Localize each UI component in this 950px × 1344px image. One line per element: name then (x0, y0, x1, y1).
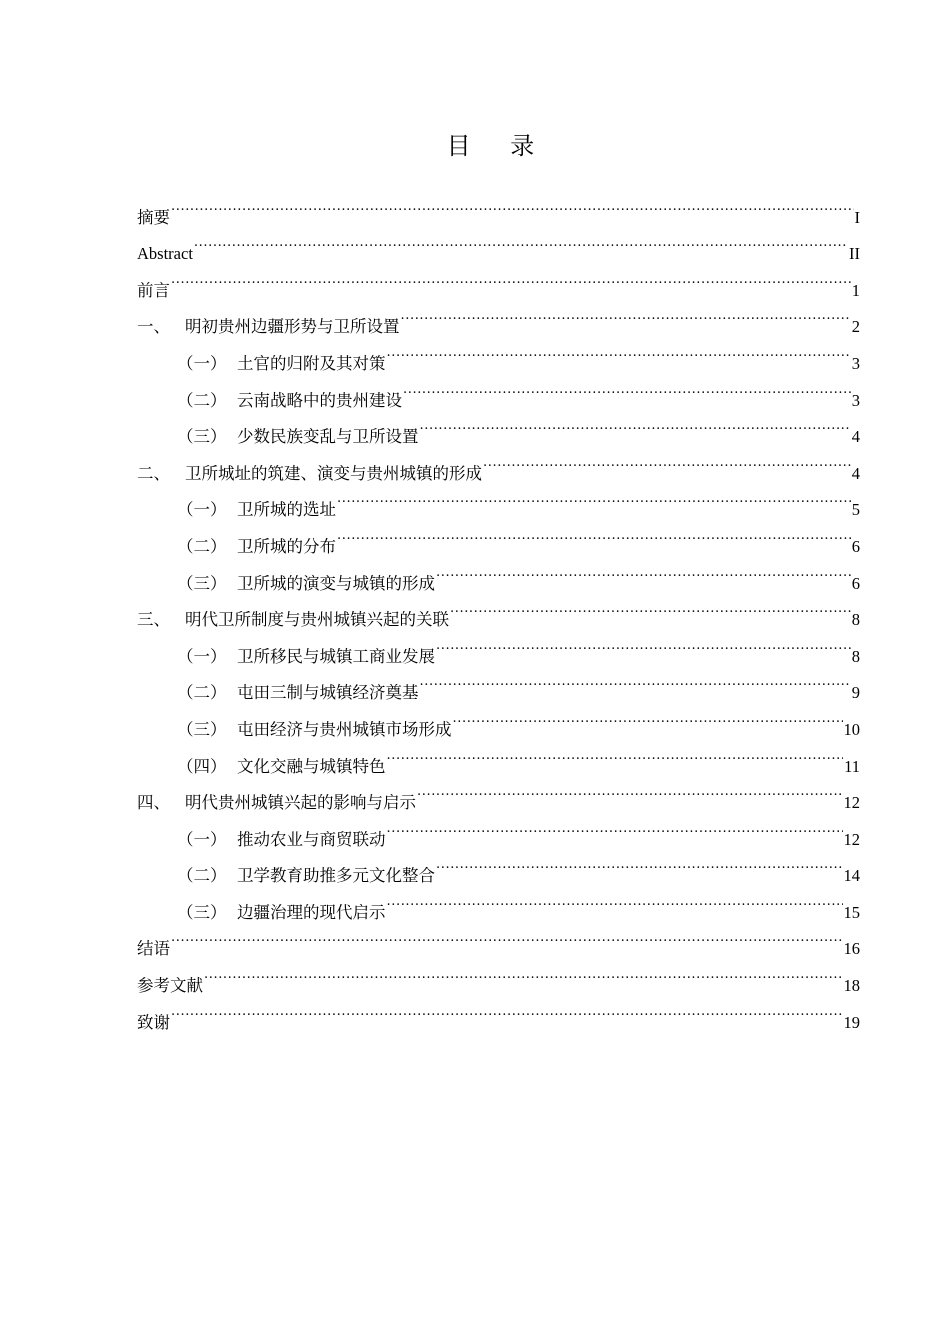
toc-entry-number: 三、 (137, 610, 170, 630)
toc-entry-number: （三） (177, 573, 227, 593)
toc-entry-label: 云南战略中的贵州建设 (237, 390, 402, 410)
dot-leader (420, 662, 851, 699)
toc-entry-label: 推动农业与商贸联动 (237, 829, 386, 849)
toc-entry-page-number: 3 (851, 353, 860, 373)
toc-entry-label: 屯田经济与贵州城镇市场形成 (237, 719, 452, 739)
toc-entry-number: 二、 (137, 463, 170, 483)
toc-entry-number: （三） (177, 427, 227, 447)
toc-entry-label: 明代卫所制度与贵州城镇兴起的关联 (185, 610, 449, 630)
dot-leader (194, 223, 848, 260)
toc-entry-page-number: 6 (851, 536, 860, 556)
toc-entry-label: 致谢 (137, 1012, 170, 1032)
toc-entry-number: 四、 (137, 793, 170, 813)
toc-entry-number: （三） (177, 902, 227, 922)
toc-entry-label: 摘要 (137, 207, 170, 227)
toc-entry-page-number: 18 (843, 976, 860, 996)
toc-entry-page-number: 5 (851, 500, 860, 520)
toc-entry-number: （二） (177, 536, 227, 556)
toc-entry-label: 明初贵州边疆形势与卫所设置 (185, 317, 400, 337)
dot-leader (387, 808, 843, 845)
toc-entry-page-number: 4 (851, 427, 860, 447)
toc-entry-page-number: 9 (851, 683, 860, 703)
toc-entry-number: （二） (177, 866, 227, 886)
toc-entry-label: 卫所移民与城镇工商业发展 (237, 646, 435, 666)
toc-entry[interactable] (137, 954, 860, 996)
dot-leader (204, 954, 843, 991)
toc-entry-page-number: 4 (851, 463, 860, 483)
dot-leader (436, 625, 851, 662)
toc-entry-page-number: 16 (843, 939, 860, 959)
toc-entry-label: 卫学教育助推多元文化整合 (237, 866, 435, 886)
toc-entry-number: （三） (177, 719, 227, 739)
dot-leader (171, 918, 843, 955)
dot-leader (436, 845, 843, 882)
dot-leader (337, 479, 851, 516)
dot-leader (337, 515, 851, 552)
dot-leader (450, 589, 851, 626)
toc-entry-page-number: 12 (843, 829, 860, 849)
toc-entry-page-number: 14 (843, 866, 860, 886)
toc-entry-label: 结语 (137, 939, 170, 959)
dot-leader (417, 772, 843, 809)
toc-entry-label: Abstract (137, 244, 193, 264)
toc-entry-page-number: 3 (851, 390, 860, 410)
toc-entry-label: 明代贵州城镇兴起的影响与启示 (185, 793, 416, 813)
toc-entry-label: 少数民族变乱与卫所设置 (237, 427, 419, 447)
toc-entry-page-number: 15 (843, 902, 860, 922)
toc-entry-page-number: 1 (851, 280, 860, 300)
toc-entry-label: 边疆治理的现代启示 (237, 902, 386, 922)
toc-entry-label: 卫所城的演变与城镇的形成 (237, 573, 435, 593)
toc-entry-number: 一、 (137, 317, 170, 337)
toc-entry-label: 前言 (137, 280, 170, 300)
toc-entry[interactable] (137, 259, 860, 300)
toc-entry-page-number: 11 (844, 756, 860, 776)
toc-entry-page-number: 12 (843, 793, 860, 813)
dot-leader (436, 552, 851, 589)
toc-entry-label: 文化交融与城镇特色 (237, 756, 386, 776)
dot-leader (171, 186, 854, 223)
toc-entry-label: 卫所城的选址 (237, 500, 336, 520)
toc-entry-label: 屯田三制与城镇经济奠基 (237, 683, 419, 703)
dot-leader (420, 406, 851, 443)
toc-entry-label: 卫所城的分布 (237, 536, 336, 556)
toc-entry-page-number: I (854, 207, 860, 227)
toc-entry[interactable] (137, 991, 860, 1032)
toc-entry-label: 卫所城址的筑建、演变与贵州城镇的形成 (185, 463, 482, 483)
toc-entry-number: （四） (177, 756, 227, 776)
toc-list (137, 186, 860, 1032)
dot-leader (387, 332, 851, 369)
toc-entry[interactable] (137, 186, 860, 227)
toc-entry[interactable] (137, 918, 860, 959)
toc-entry-page-number: 2 (851, 317, 860, 337)
toc-entry-number: （一） (177, 353, 227, 373)
toc-entry[interactable] (137, 223, 860, 264)
dot-leader (171, 259, 851, 296)
dot-leader (483, 442, 851, 479)
dot-leader (387, 881, 843, 918)
dot-leader (401, 296, 851, 333)
toc-entry-page-number: 8 (851, 610, 860, 630)
dot-leader (403, 369, 851, 406)
dot-leader (171, 991, 843, 1028)
dot-leader (453, 698, 843, 735)
toc-entry-page-number: 19 (843, 1012, 860, 1032)
toc-entry-number: （一） (177, 829, 227, 849)
toc-entry-label: 参考文献 (137, 976, 203, 996)
toc-entry-number: （一） (177, 646, 227, 666)
toc-entry-number: （二） (177, 390, 227, 410)
toc-entry-page-number: II (849, 244, 860, 264)
toc-entry-page-number: 6 (851, 573, 860, 593)
dot-leader (387, 735, 844, 772)
toc-entry-page-number: 8 (851, 646, 860, 666)
toc-entry[interactable] (137, 296, 860, 337)
toc-entry-number: （二） (177, 683, 227, 703)
toc-title: 目 录 (446, 132, 551, 160)
toc-entry-number: （一） (177, 500, 227, 520)
toc-entry-page-number: 10 (843, 719, 860, 739)
toc-entry-label: 土官的归附及其对策 (237, 353, 386, 373)
